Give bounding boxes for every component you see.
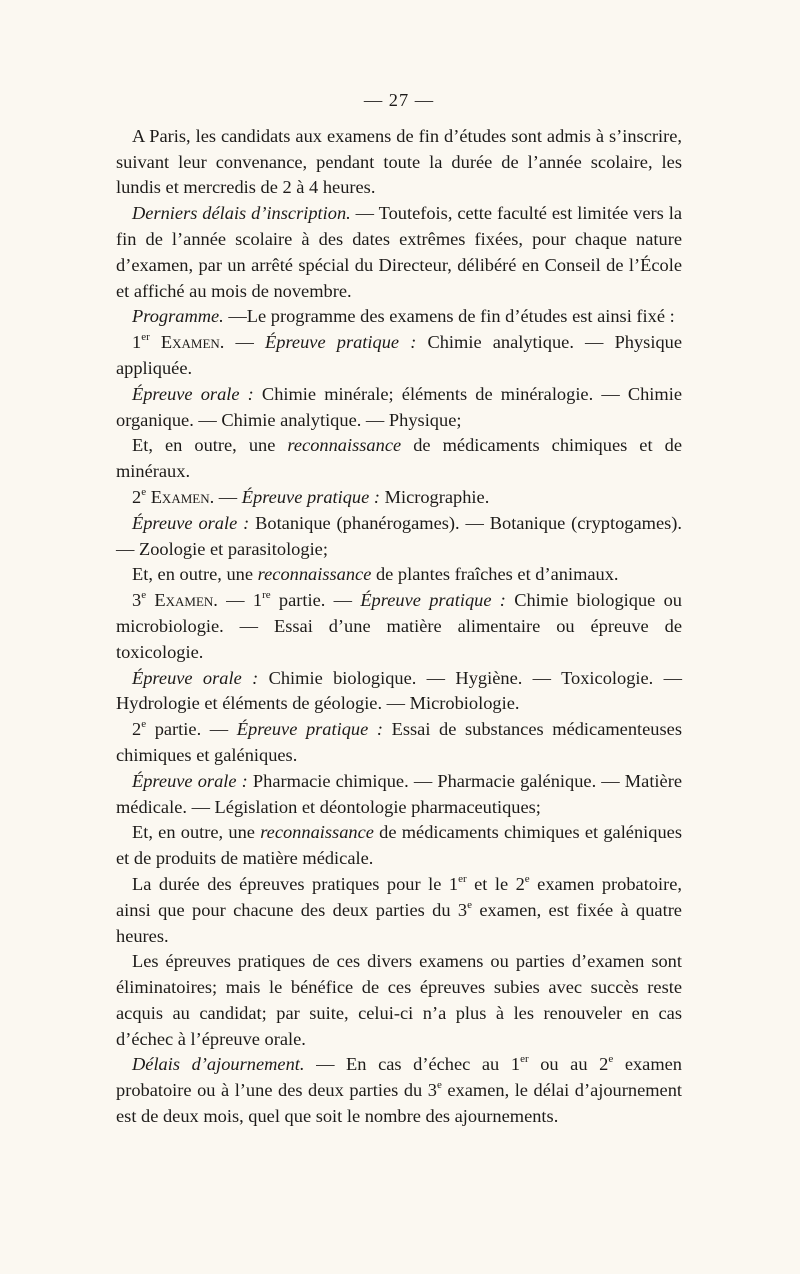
paragraph-registration: A Paris, les candidats aux examens de fin d’études sont admis à s’inscrire, suivant leur convenance, pendant toute la durée de l’année scolaire, les lundis et mercredis de 2 à 4 heures. [116,125,682,198]
exam-3-part-2-recognition: Et, en outre, une reconnaissance de médicaments chimiques et galéniques et de produits de matière médicale. [116,822,682,869]
exam-2-recognition: Et, en outre, une reconnaissance de plantes fraîches et d’animaux. [132,564,619,585]
exam-1-recognition: Et, en outre, une reconnaissance de médicaments chimiques et de minéraux. [116,435,682,482]
heading-deadlines: Derniers délais d’inscription. [132,203,351,224]
paragraph-duration: La durée des épreuves pratiques pour le 1er et le 2e examen probatoire, ainsi que pour chacune des deux parties du 3e examen, est fixée à quatre heures. [116,872,682,946]
exam-3-part-1-oral: Épreuve orale : Chimie biologique. — Hygiène. — Toxicologie. — Hydrologie et éléments de géologie. — Microbiologie. [116,667,682,714]
paragraph-deadlines: Derniers délais d’inscription. — Toutefois, cette faculté est limitée vers la fin de l’année scolaire à des dates extrêmes fixées, pour chaque nature d’examen, par un arrêté spécial du Directeur, délibéré en Conseil de l’École et affiché au mois de novembre. [116,203,683,301]
document-page [116,88,682,1130]
paragraph-programme: Programme. —Le programme des examens de fin d’études est ainsi fixé : [132,306,675,327]
paragraph-adjournment: Délais d’ajournement. — En cas d’échec au 1er ou au 2e examen probatoire ou à l’une des deux parties du 3e examen, le délai d’ajournement est de deux mois, quel que soit le nombre des ajournements. [116,1053,683,1127]
exam-1-oral: Épreuve orale : Chimie minérale; éléments de minéralogie. — Chimie organique. — Chimie analytique. — Physique; [116,383,682,430]
exam-3-part-2-practical: 2e partie. — Épreuve pratique : Essai de substances médicamenteuses chimiques et galéniques. [116,718,682,765]
exam-2-practical: 2e Examen. — Épreuve pratique : Micrographie. [132,485,490,507]
exam-3-part-1-practical: 3e Examen. — 1re partie. — Épreuve pratique : Chimie biologique ou microbiologie. — Essai d’une matière alimentaire ou épreuve de toxicologie. [116,589,682,662]
heading-adjournment: Délais d’ajournement. [132,1054,305,1075]
exam-3-part-2-oral: Épreuve orale : Pharmacie chimique. — Pharmacie galénique. — Matière médicale. — Législation et déontologie pharmaceutiques; [116,770,682,817]
paragraph-eliminatory: Les épreuves pratiques de ces divers examens ou parties d’examen sont éliminatoires; mais le bénéfice de ces épreuves subies avec succès reste acquis au candidat; par suite, celui-ci n’a plus à les renouveler en cas d’échec à l’épreuve orale. [116,951,682,1049]
exam-1-practical: 1er Examen. — Épreuve pratique : Chimie analytique. — Physique appliquée. [116,331,683,378]
exam-2-oral: Épreuve orale : Botanique (phanérogames). — Botanique (cryptogames). — Zoologie et parasitologie; [116,512,682,559]
page-number: — 27 — [363,90,435,110]
heading-programme: Programme. [132,306,224,327]
